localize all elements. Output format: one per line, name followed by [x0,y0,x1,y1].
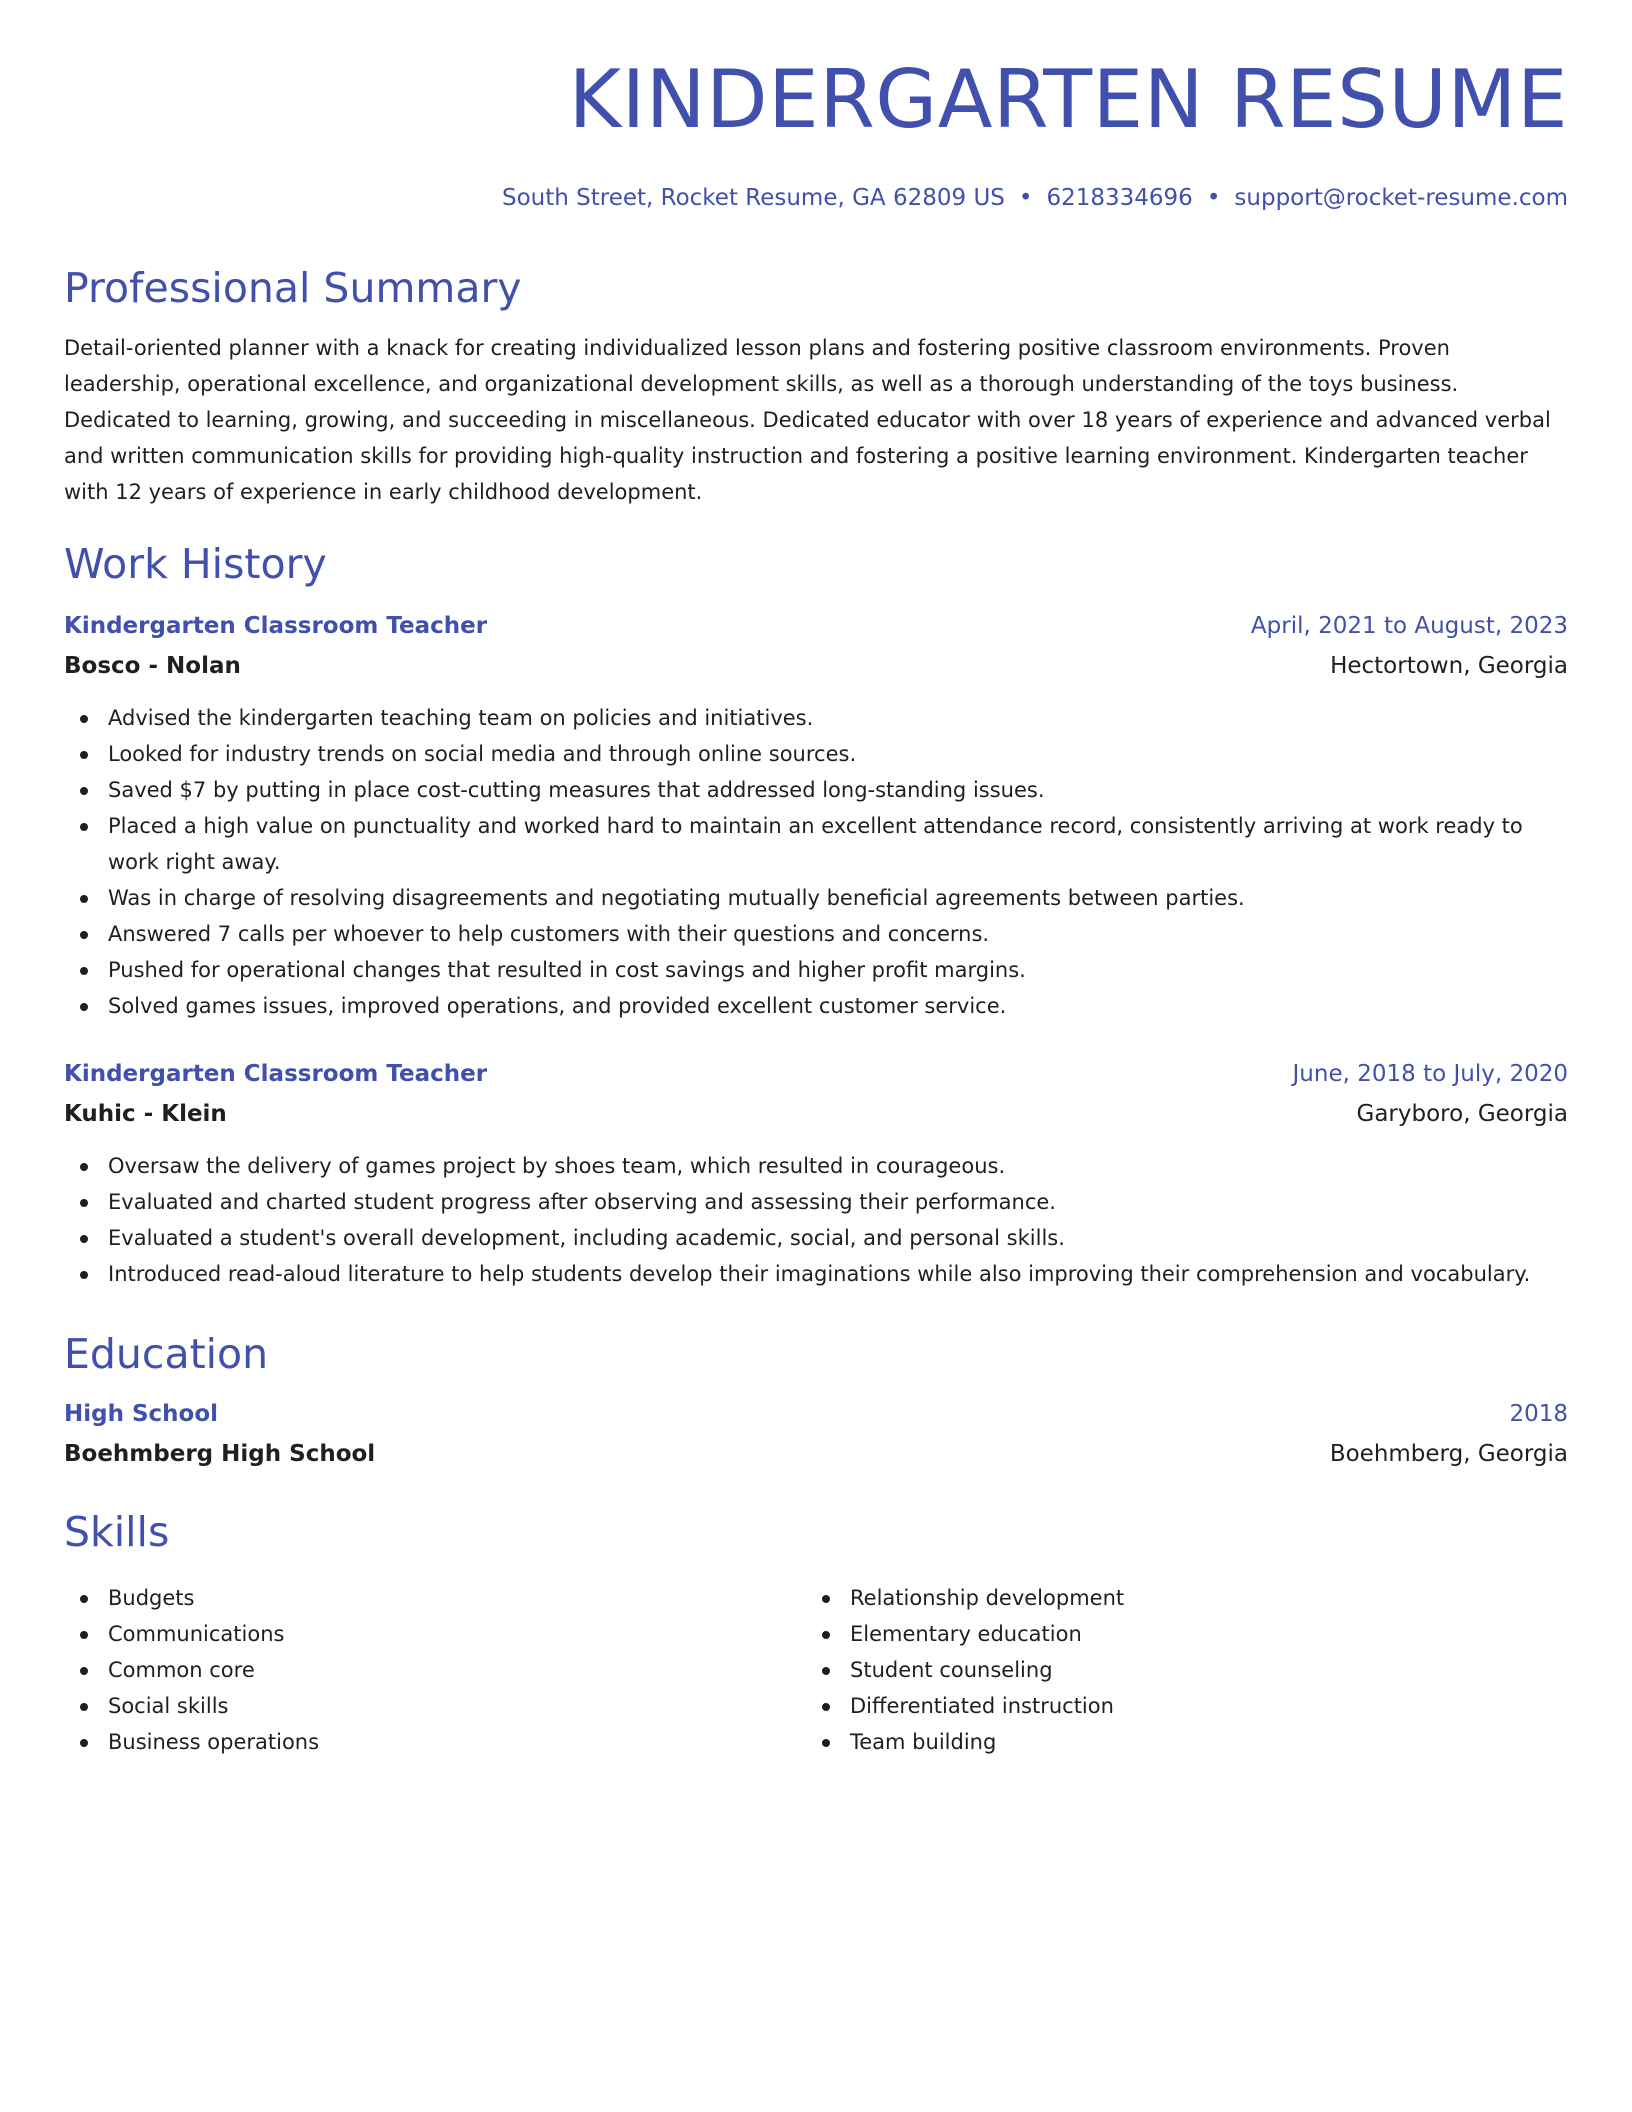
contact-email[interactable]: support@rocket-resume.com [1234,185,1568,211]
job-dates: June, 2018 to July, 2020 [1292,1061,1568,1087]
job-company: Bosco - Nolan [64,653,241,679]
list-item: Pushed for operational changes that resulted in cost savings and higher profit margins. [64,952,1568,988]
skills-list-left [64,1580,806,1760]
list-item: Placed a high value on punctuality and worked hard to maintain an excellent attendance record, consistently arriving at work ready to work right away. [64,808,1568,880]
list-item: Was in charge of resolving disagreements and negotiating mutually beneficial agreements between parties. [64,880,1568,916]
resume-name: KINDERGARTEN RESUME [568,53,1568,146]
list-item: Business operations [64,1724,806,1760]
work-history-heading: Work History [64,540,327,588]
education-school: Boehmberg High School [64,1441,376,1467]
list-item: Relationship development [806,1580,1548,1616]
education-school-row [64,1434,1568,1474]
job-company: Kuhic - Klein [64,1101,227,1127]
education-header [64,1394,1568,1434]
list-item: Elementary education [806,1616,1548,1652]
job-company-row [64,646,1568,686]
list-item: Evaluated and charted student progress after observing and assessing their performance. [64,1184,1568,1220]
contact-phone: 6218334696 [1046,185,1193,211]
list-item: Oversaw the delivery of games project by shoes team, which resulted in courageous. [64,1148,1568,1184]
list-item: Evaluated a student's overall development, including academic, social, and personal skills. [64,1220,1568,1256]
job-bullet-list [64,700,1568,1024]
list-item: Budgets [64,1580,806,1616]
list-item: Introduced read-aloud literature to help students develop their imaginations while also improving their comprehension and vocabulary. [64,1256,1568,1292]
education-heading: Education [64,1330,269,1378]
list-item: Team building [806,1724,1548,1760]
job-company-row [64,1094,1568,1134]
list-item: Differentiated instruction [806,1688,1548,1724]
skills-list-right [806,1580,1548,1760]
list-item: Common core [64,1652,806,1688]
skills-heading: Skills [64,1508,170,1556]
job-title: Kindergarten Classroom Teacher [64,1061,488,1087]
job-dates: April, 2021 to August, 2023 [1250,613,1568,639]
summary-heading: Professional Summary [64,264,522,312]
contact-address: South Street, Rocket Resume, GA 62809 US [501,185,1005,211]
job-location: Hectortown, Georgia [1330,653,1568,679]
contact-separator: • [1206,185,1221,211]
list-item: Answered 7 calls per whoever to help customers with their questions and concerns. [64,916,1568,952]
job-location: Garyboro, Georgia [1356,1101,1568,1127]
job-title: Kindergarten Classroom Teacher [64,613,488,639]
skills-columns [64,1580,1568,1760]
list-item: Saved $7 by putting in place cost-cutting measures that addressed long-standing issues. [64,772,1568,808]
contact-separator: • [1018,185,1033,211]
list-item: Solved games issues, improved operations, and provided excellent customer service. [64,988,1568,1024]
summary-text: Detail-oriented planner with a knack for creating individualized lesson plans and fostering positive classroom environments. Proven leadership, operational excellence, and organizational development skills, as well as a thorough understanding of the toys business. Dedicated to learning, growing, and succeeding in miscellaneous. Dedicated educator with over 18 years of experience and advanced verbal and written communication skills for providing high-quality instruction and fostering a positive learning environment. Kindergarten teacher with 12 years of experience in early childhood development. [64,336,1551,504]
education-location: Boehmberg, Georgia [1329,1441,1568,1467]
education-degree: High School [64,1401,219,1427]
list-item: Student counseling [806,1652,1548,1688]
education-year: 2018 [1509,1401,1568,1427]
job-header [64,1054,1568,1094]
contact-line [502,178,1568,218]
list-item: Looked for industry trends on social media and through online sources. [64,736,1568,772]
job-header [64,606,1568,646]
list-item: Communications [64,1616,806,1652]
list-item: Social skills [64,1688,806,1724]
job-bullet-list [64,1148,1568,1292]
list-item: Advised the kindergarten teaching team on policies and initiatives. [64,700,1568,736]
